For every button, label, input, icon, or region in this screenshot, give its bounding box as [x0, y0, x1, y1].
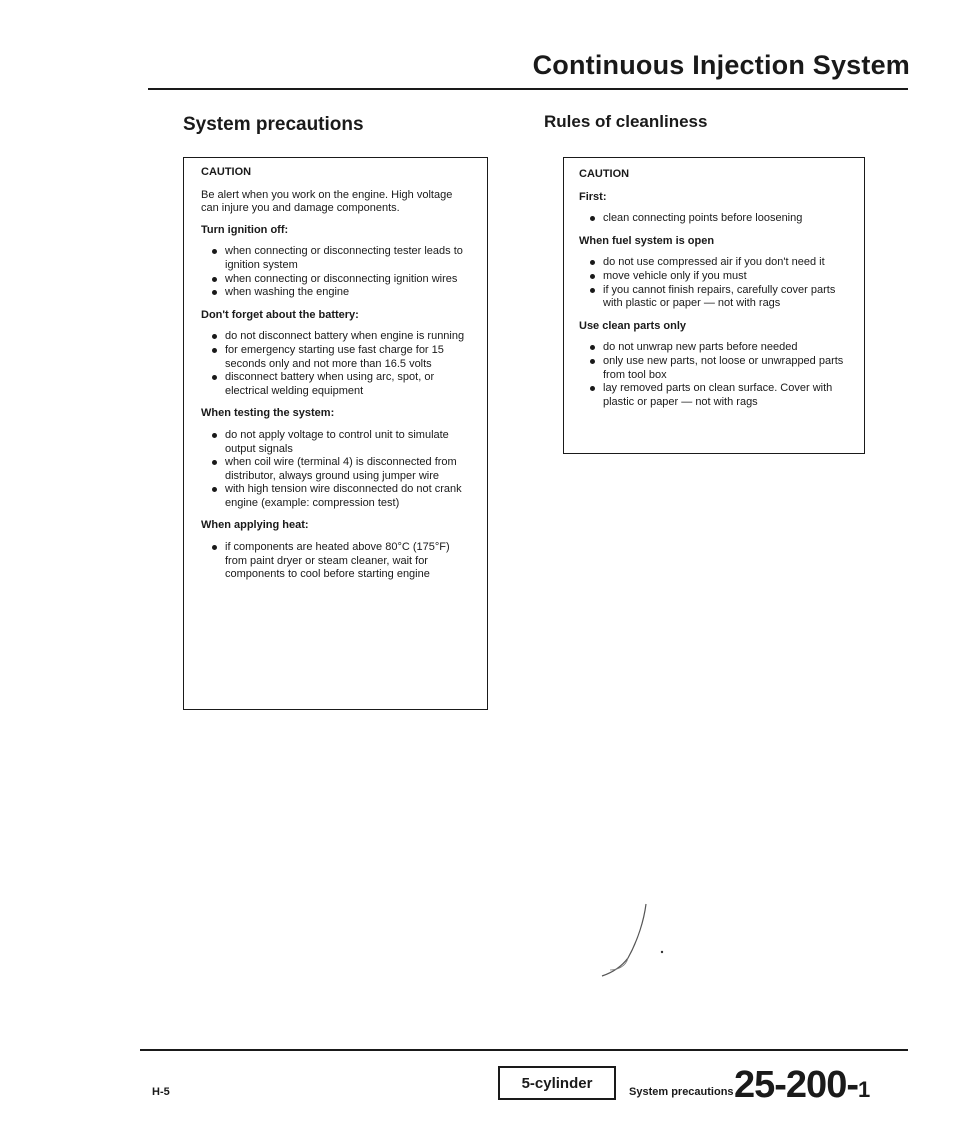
cleanliness-caution-box	[563, 157, 865, 454]
bullet-list	[579, 256, 852, 310]
list-item: if components are heated above 80°C (175°F) from paint dryer or steam cleaner, wait for components to cool before starting engine	[212, 541, 473, 582]
list-item: with high tension wire disconnected do not crank engine (example: compression test)	[212, 483, 473, 510]
list-item: only use new parts, not loose or unwrapped parts from tool box	[590, 355, 852, 382]
bullet-list	[201, 330, 473, 398]
caution-label: CAUTION	[201, 166, 252, 178]
list-item: lay removed parts on clean surface. Cover with plastic or paper — not with rags	[590, 382, 852, 409]
model-label-box	[498, 1066, 616, 1100]
bullet-list	[201, 429, 473, 511]
list-item: move vehicle only if you must	[590, 270, 852, 284]
page-header-title: Continuous Injection System	[532, 50, 910, 80]
list-item: for emergency starting use fast charge for 15 seconds only and not more than 16.5 volts	[212, 344, 473, 371]
list-item: when connecting or disconnecting tester leads to ignition system	[212, 245, 473, 272]
group-heading: Don't forget about the battery:	[201, 308, 359, 321]
list-item: if you cannot finish repairs, carefully cover parts with plastic or paper — not with rags	[590, 284, 852, 311]
list-item: do not use compressed air if you don't need it	[590, 256, 852, 270]
pencil-mark	[588, 900, 668, 980]
group-heading: When applying heat:	[201, 519, 309, 532]
system-precautions-caution-box	[183, 157, 488, 710]
list-item: do not unwrap new parts before needed	[590, 341, 852, 355]
caution-label: CAUTION	[579, 168, 630, 180]
list-item: when coil wire (terminal 4) is disconnected from distributor, always ground using jumper wire	[212, 456, 473, 483]
bullet-list	[201, 541, 473, 582]
bullet-list	[201, 245, 473, 299]
group-heading: First:	[579, 190, 607, 203]
page-number-sub: 1	[857, 1077, 871, 1102]
bullet-list	[579, 341, 852, 409]
list-item: do not disconnect battery when engine is running	[212, 330, 473, 344]
bullet-list	[579, 212, 852, 226]
model-label: 5-cylinder	[521, 1074, 593, 1092]
page-number-main: 25-200-	[734, 1064, 858, 1106]
footer-rule	[140, 1049, 908, 1051]
group-heading: Use clean parts only	[579, 319, 686, 332]
list-item: when washing the engine	[212, 286, 473, 300]
list-item: do not apply voltage to control unit to simulate output signals	[212, 429, 473, 456]
list-item: when connecting or disconnecting ignition wires	[212, 273, 473, 287]
list-item: clean connecting points before loosening	[590, 212, 852, 226]
page-number	[734, 1065, 870, 1110]
rules-of-cleanliness-heading: Rules of cleanliness	[544, 112, 708, 131]
footer-section-name: System precautions	[629, 1086, 734, 1098]
system-precautions-heading: System precautions	[183, 114, 364, 135]
caution-intro: Be alert when you work on the engine. High voltage can injure you and damage components.	[201, 188, 453, 215]
group-heading: When fuel system is open	[579, 234, 715, 247]
page-code: H-5	[152, 1086, 170, 1098]
list-item: disconnect battery when using arc, spot, or electrical welding equipment	[212, 371, 473, 398]
group-heading: When testing the system:	[201, 407, 335, 420]
group-heading: Turn ignition off:	[201, 223, 289, 236]
header-rule	[148, 88, 908, 90]
